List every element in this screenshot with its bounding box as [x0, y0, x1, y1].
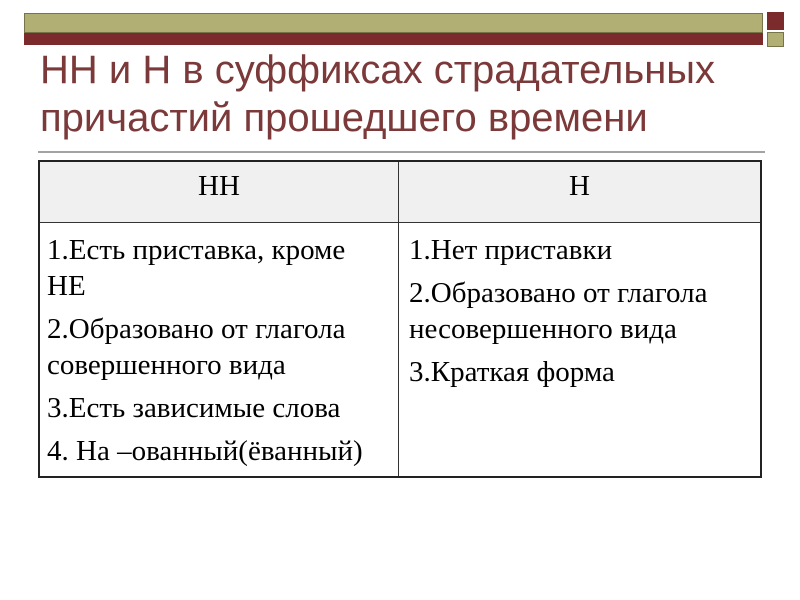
table-header-cell-nn [40, 162, 399, 223]
rule-item-line: НЕ [47, 270, 86, 302]
slide-title-line: причастий прошедшего времени [40, 96, 648, 140]
rule-item-line: несовершенного вида [409, 313, 677, 345]
table-cell-n-rules [399, 223, 760, 476]
slide-title [40, 46, 715, 142]
rule-item [47, 390, 398, 426]
rule-item-line: 1.Нет приставки [409, 234, 613, 266]
rule-item-line: 4. На –ованный(ёванный) [47, 435, 363, 467]
slide-title-line: НН и Н в суффиксах страдательных [40, 48, 716, 92]
comparison-table [38, 160, 762, 478]
table-header-label: Н [569, 170, 590, 202]
top-decoration-bar-maroon [24, 33, 763, 45]
corner-decoration-square-maroon [767, 12, 784, 30]
rule-item-line: 1.Есть приставка, кроме [47, 234, 346, 266]
table-cell-nn-rules [40, 223, 399, 476]
title-divider-line [38, 151, 765, 153]
rule-item [47, 311, 398, 383]
corner-decoration-square-olive [767, 32, 784, 47]
rule-item-line: 3.Краткая форма [409, 356, 615, 388]
rule-item-line: совершенного вида [47, 349, 286, 381]
rule-item [409, 232, 760, 268]
rule-item [47, 433, 398, 469]
top-decoration-bar-olive [24, 13, 763, 33]
rule-item [47, 232, 398, 304]
rule-item-line: 2.Образовано от глагола [409, 277, 708, 309]
table-header-label: НН [198, 170, 240, 202]
rule-item [409, 275, 760, 347]
rule-item-line: 2.Образовано от глагола [47, 313, 346, 345]
rule-item-line: 3.Есть зависимые слова [47, 392, 341, 424]
rule-item [409, 354, 760, 390]
table-header-cell-n [399, 162, 760, 223]
